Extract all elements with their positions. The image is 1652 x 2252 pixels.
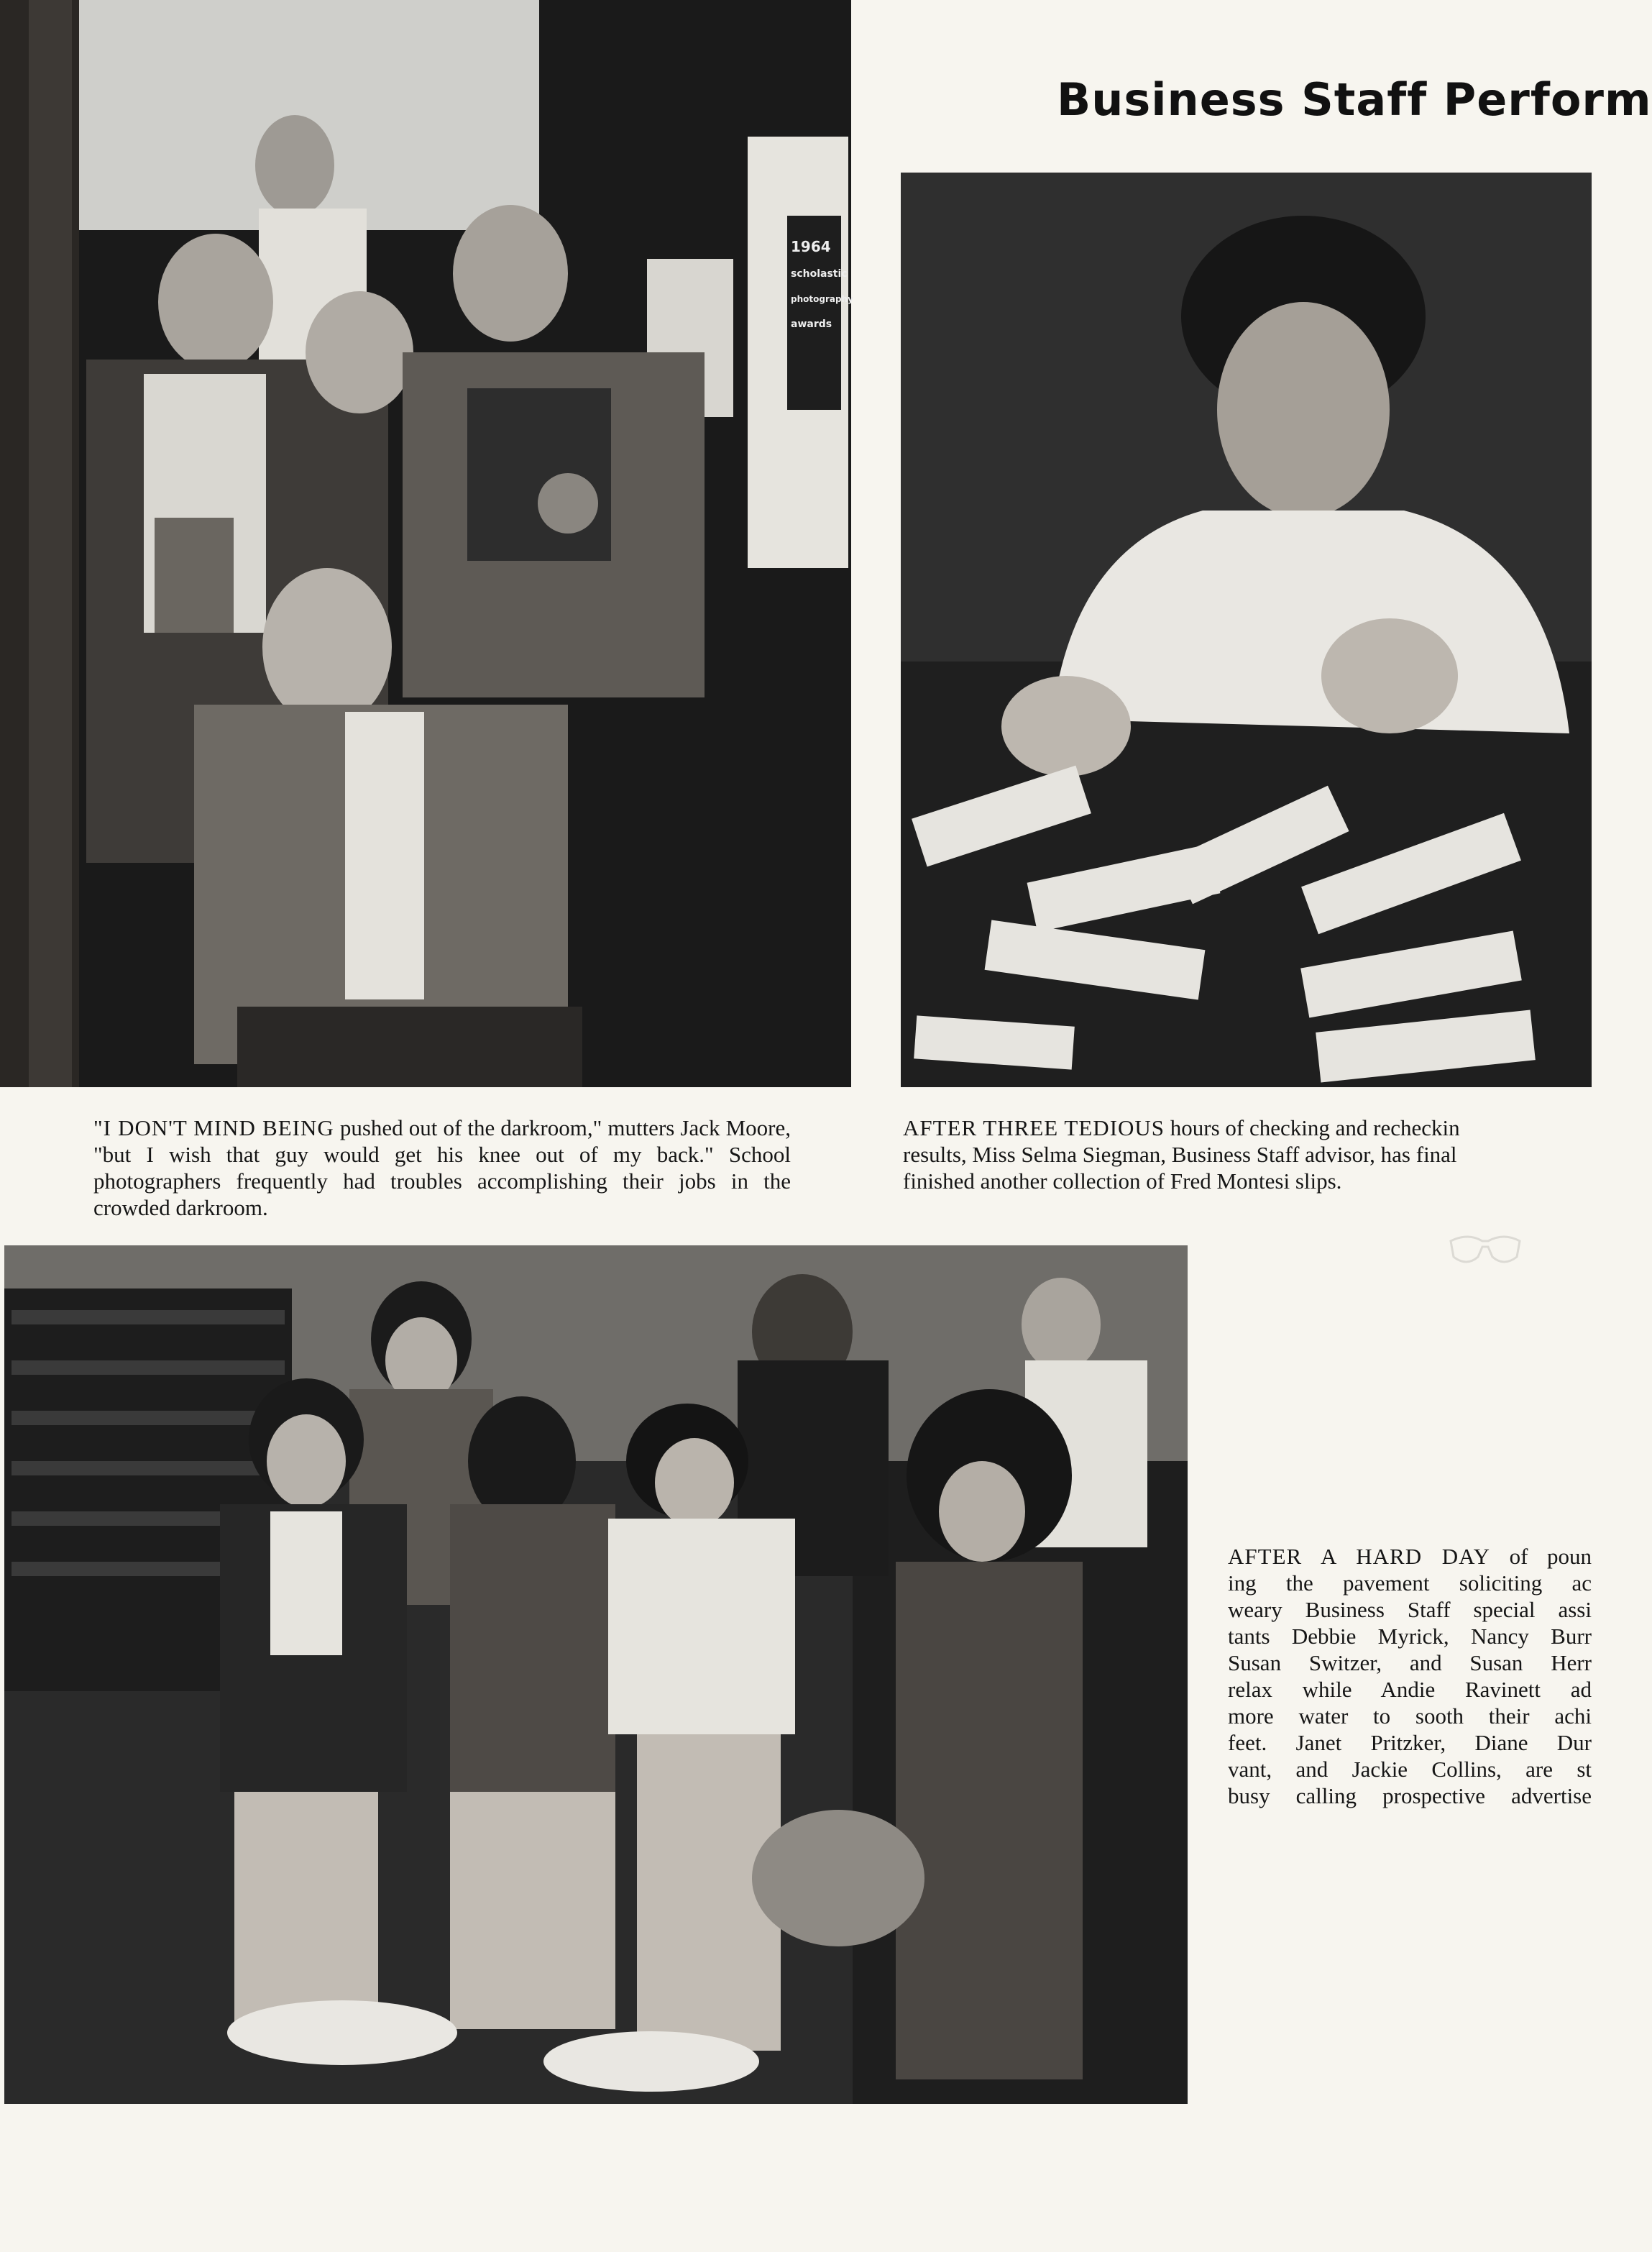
darkroom-photo [0,0,851,1087]
caption-line: feet. Janet Pritzker, Diane Dur [1228,1730,1592,1755]
footbath-photo [4,1245,1188,2104]
caption-line: Susan Switzer, and Susan Herr [1228,1650,1592,1675]
caption-lead: AFTER A HARD DAY [1228,1544,1491,1569]
poster-line: awards [791,319,832,330]
caption-text: pushed out of the darkroom," mutters Jack Moore, "but I wish that guy would get his knee out of my back." School photographers frequently had troubles accomplishing their jobs in the crowded darkroom. [93,1115,791,1220]
darkroom-caption [93,1114,791,1221]
darkroom-photo-art [0,0,851,1087]
caption-line: vant, and Jackie Collins, are st [1228,1757,1592,1782]
caption-line: weary Business Staff special assi [1228,1597,1592,1622]
page-title: Business Staff Perform [1057,73,1652,126]
caption-text: of poun [1490,1544,1592,1569]
poster-line: photography [791,294,853,304]
caption-line: finished another collection of Fred Montesi slips. [903,1168,1342,1194]
caption-line [903,1114,1592,1141]
poster-line: 1964 [791,238,831,255]
footbath-photo-art [4,1245,1188,2104]
footbath-caption [1228,1543,1592,1809]
advisor-photo-art [901,173,1592,1087]
caption-line: relax while Andie Ravinett ad [1228,1677,1592,1702]
caption-line [1228,1543,1592,1570]
poster-line: scholastic [791,268,848,280]
caption-line: busy calling prospective advertise [1228,1783,1592,1808]
sunglasses-doodle-icon [1446,1228,1524,1271]
caption-lead: "I DON'T MIND BEING [93,1115,334,1140]
advisor-photo [901,173,1592,1087]
caption-line: ing the pavement soliciting ac [1228,1570,1592,1596]
caption-line: results, Miss Selma Siegman, Business Staff advisor, has final [903,1142,1457,1167]
caption-line: more water to sooth their achi [1228,1703,1592,1729]
caption-line: tants Debbie Myrick, Nancy Burr [1228,1624,1592,1649]
advisor-caption [903,1114,1592,1194]
caption-text: hours of checking and recheckin [1165,1115,1460,1140]
caption-lead: AFTER THREE TEDIOUS [903,1115,1165,1140]
